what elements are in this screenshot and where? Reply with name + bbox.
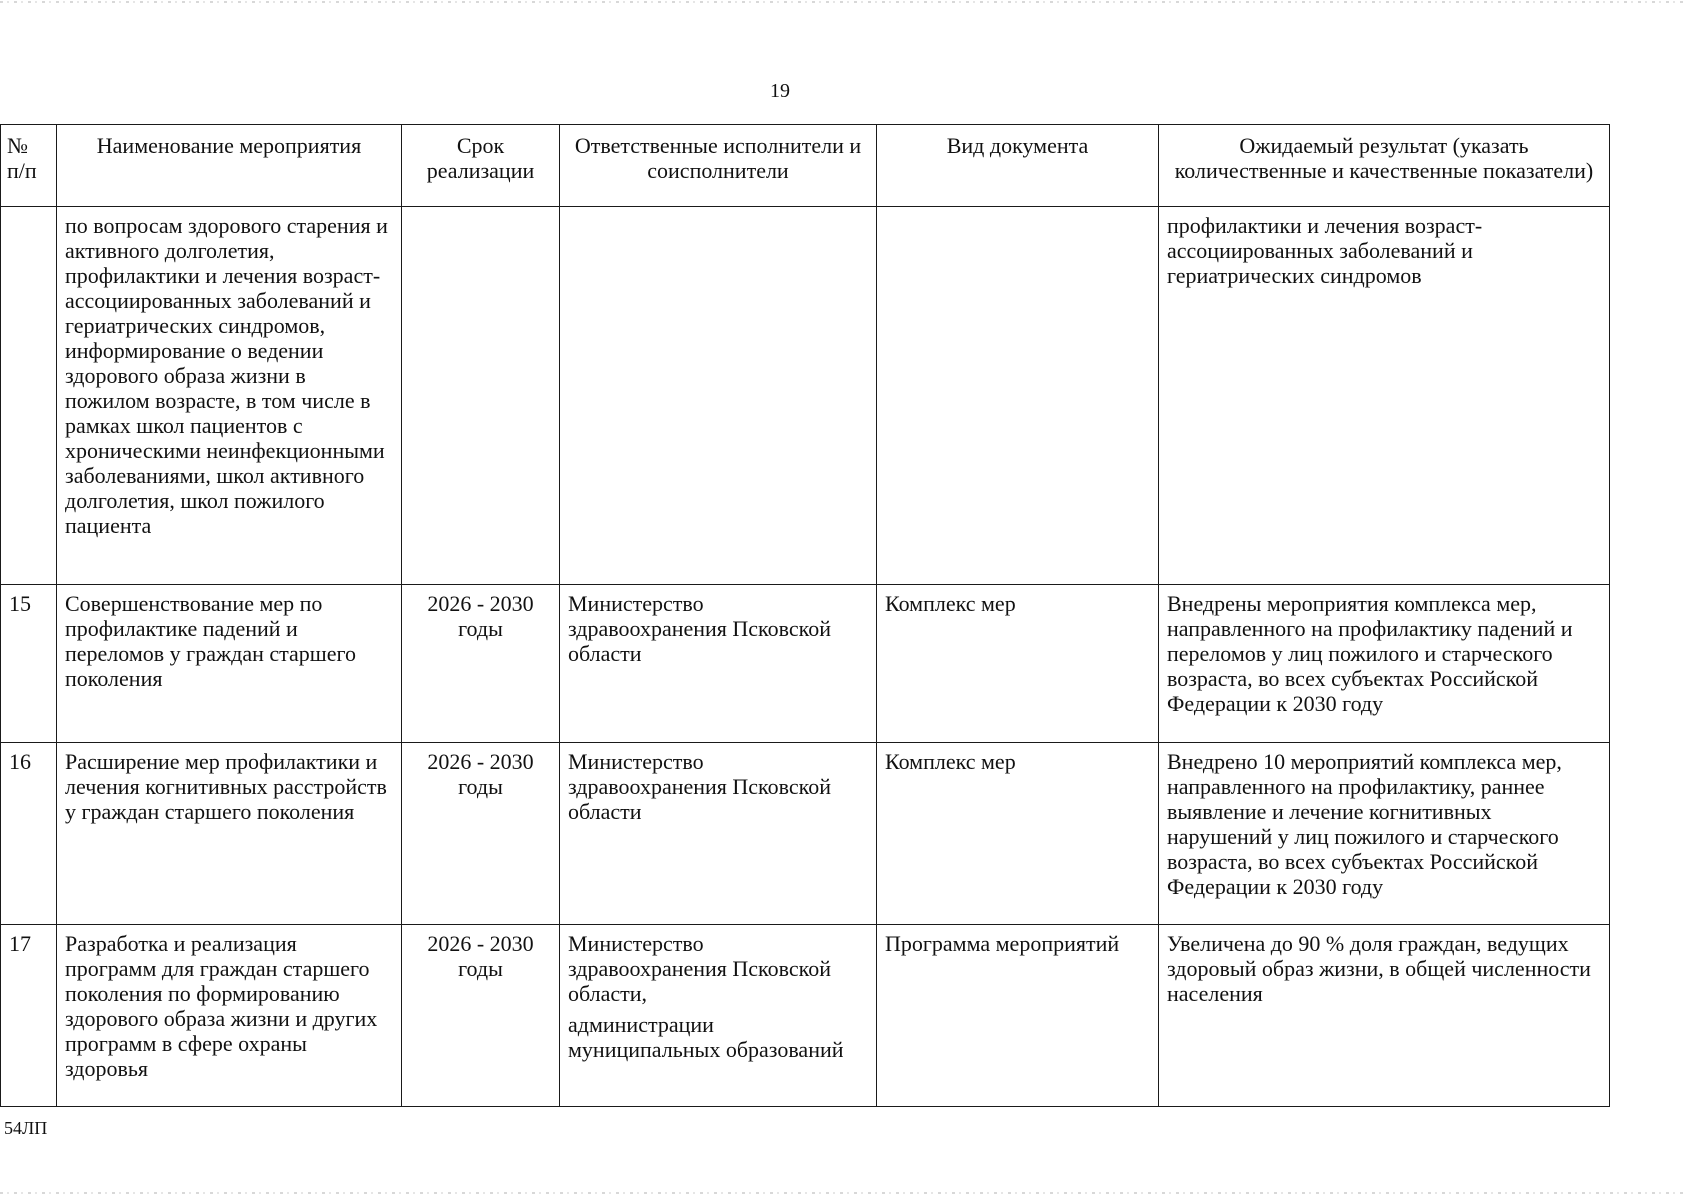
header-num: № п/п	[1, 125, 57, 207]
row-period: 2026 - 2030 годы	[402, 585, 560, 743]
header-name: Наименование мероприятия	[57, 125, 402, 207]
row-num: 16	[1, 743, 57, 925]
row-responsible-main: Министерство здравоохранения Псковской области,	[568, 931, 832, 1006]
table-row	[1, 585, 1610, 743]
row-num	[1, 207, 57, 585]
row-name: по вопросам здорового старения и активного долголетия, профилактики и лечения возраст-ассоциированных заболеваний и гериатрических синдромов, информирование о ведении здорового образа жизни в пожилом возрасте, в том числе в рамках школ пациентов с хроническими неинфекционными заболеваниями, школ активного долголетия, школ пожилого пациента	[57, 207, 402, 585]
row-result: Внедрено 10 мероприятий комплекса мер, направленного на профилактику, раннее выявление и лечение когнитивных нарушений у лиц пожилого и старческого возраста, во всех субъектах Российской Федерации к 2030 году	[1159, 743, 1610, 925]
measures-table	[0, 124, 1610, 1107]
row-responsible	[560, 925, 877, 1107]
scan-edge-bottom	[0, 1192, 1686, 1194]
table-header-row	[1, 125, 1610, 207]
row-responsible	[560, 743, 877, 925]
row-result: профилактики и лечения возраст-ассоциированных заболеваний и гериатрических синдромов	[1159, 207, 1610, 585]
row-num: 15	[1, 585, 57, 743]
row-doc-type: Комплекс мер	[877, 743, 1159, 925]
row-responsible-extra: администрации муниципальных образований	[568, 1012, 844, 1062]
row-doc-type: Программа мероприятий	[877, 925, 1159, 1107]
row-period: 2026 - 2030 годы	[402, 743, 560, 925]
scan-edge-top	[0, 1, 1686, 3]
footer-code: 54ЛП	[4, 1118, 48, 1138]
table-row	[1, 925, 1610, 1107]
row-period: 2026 - 2030 годы	[402, 925, 560, 1107]
row-responsible	[560, 585, 877, 743]
row-responsible	[560, 207, 877, 585]
row-responsible-main: Министерство здравоохранения Псковской области	[568, 749, 832, 824]
row-name: Расширение мер профилактики и лечения когнитивных расстройств у граждан старшего поколения	[57, 743, 402, 925]
row-name: Разработка и реализация программ для граждан старшего поколения по формированию здорового образа жизни и других программ в сфере охраны здоровья	[57, 925, 402, 1107]
page-number: 19	[770, 80, 790, 102]
header-result: Ожидаемый результат (указать количественные и качественные показатели)	[1159, 125, 1610, 207]
table-row	[1, 207, 1610, 585]
header-responsible: Ответственные исполнители и соисполнители	[560, 125, 877, 207]
row-result: Внедрены мероприятия комплекса мер, направленного на профилактику падений и переломов у лиц пожилого и старческого возраста, во всех субъектах Российской Федерации к 2030 году	[1159, 585, 1610, 743]
row-responsible-main: Министерство здравоохранения Псковской области	[568, 591, 832, 666]
header-doc-type: Вид документа	[877, 125, 1159, 207]
row-period	[402, 207, 560, 585]
header-period: Срок реализации	[402, 125, 560, 207]
row-result: Увеличена до 90 % доля граждан, ведущих здоровый образ жизни, в общей численности населения	[1159, 925, 1610, 1107]
row-name: Совершенствование мер по профилактике падений и переломов у граждан старшего поколения	[57, 585, 402, 743]
table-row	[1, 743, 1610, 925]
row-doc-type	[877, 207, 1159, 585]
row-doc-type: Комплекс мер	[877, 585, 1159, 743]
row-num: 17	[1, 925, 57, 1107]
